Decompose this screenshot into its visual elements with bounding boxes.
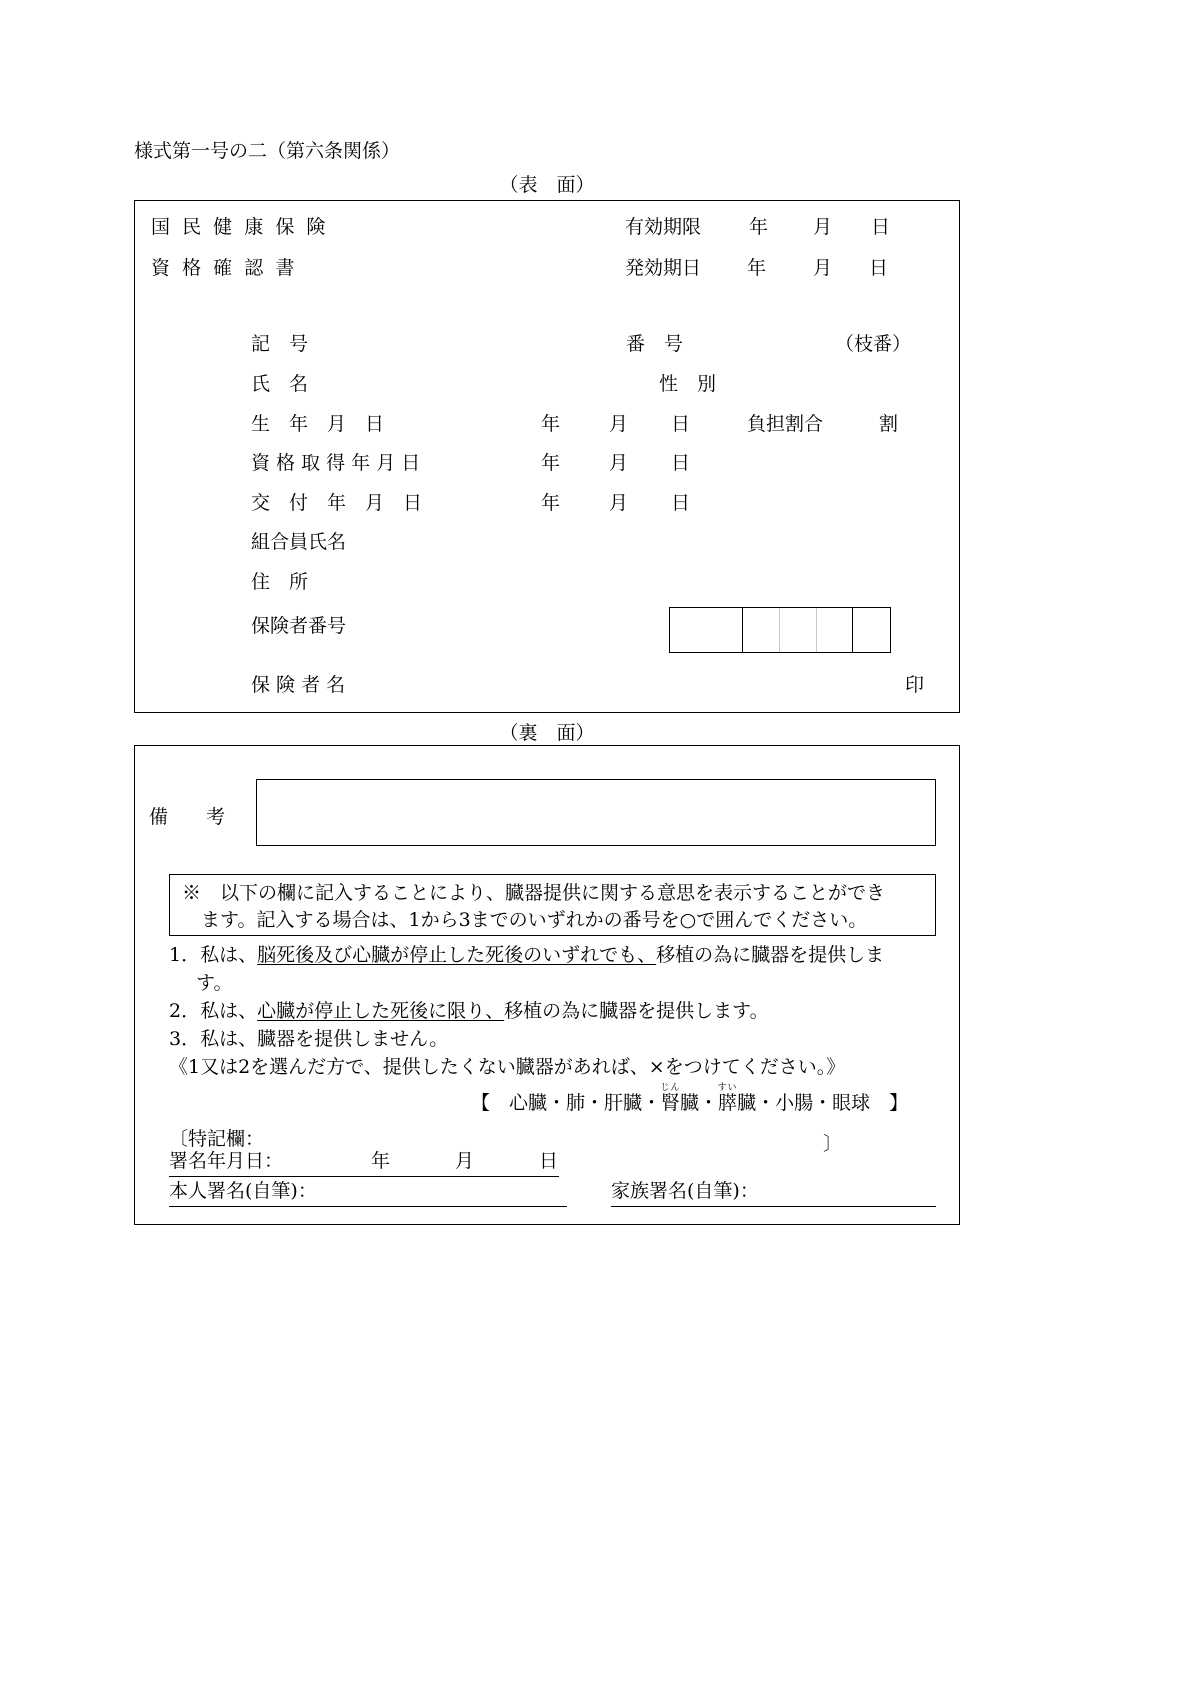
option-1-rest: 移植の為に臓器を提供しま xyxy=(656,944,885,966)
name-label: 氏 名 xyxy=(251,373,309,395)
option-1-prefix: 1．私は、 xyxy=(169,944,258,966)
month-label: 月 xyxy=(455,1150,475,1172)
issue-date-label: 交 付 年 月 日 xyxy=(251,492,423,514)
year-label: 年 xyxy=(541,413,561,435)
organ-pancreas-furigana: すい xyxy=(717,1083,738,1093)
day-label: 日 xyxy=(671,452,691,474)
special-note-field-close: 〕 xyxy=(823,1133,843,1155)
insurance-title: 国 民 健 康 保 険 xyxy=(151,216,326,238)
back-caption: （裏 面） xyxy=(499,722,595,744)
burden-ratio-label: 負担割合 xyxy=(747,413,824,435)
option-3-line: 3．私は、臓器を提供しません。 xyxy=(169,1028,449,1050)
front-caption: （表 面） xyxy=(499,174,595,196)
insurer-number-label: 保険者番号 xyxy=(251,615,347,637)
year-label: 年 xyxy=(541,452,561,474)
month-label: 月 xyxy=(609,452,629,474)
remarks-box xyxy=(256,779,936,846)
birthdate-label: 生 年 月 日 xyxy=(251,413,385,435)
signature-date-row xyxy=(169,1150,559,1177)
organ-list-part2: 臓・ xyxy=(680,1092,719,1114)
sex-label: 性 別 xyxy=(659,373,717,395)
month-label: 月 xyxy=(609,413,629,435)
self-signature-row xyxy=(169,1180,567,1207)
signature-date-label: 署名年月日： xyxy=(169,1150,284,1172)
insurer-number-box xyxy=(669,607,891,653)
insurer-number-divider xyxy=(742,608,743,652)
option-1-underlined: 脳死後及び心臓が停止した死後のいずれでも、 xyxy=(257,944,657,966)
organ-pancreas xyxy=(717,1083,738,1114)
organ-kidney-furigana: じん xyxy=(660,1083,681,1093)
remarks-label: 備 考 xyxy=(149,806,226,828)
organ-list-part3: 臓・小腸・眼球 】 xyxy=(737,1092,909,1114)
insurer-number-divider xyxy=(852,608,853,652)
organ-pancreas-kanji: 膵 xyxy=(717,1092,738,1114)
note-line1: ※ 以下の欄に記入することにより、臓器提供に関する意思を表示することができ xyxy=(182,882,886,904)
valid-until-label: 有効期限 xyxy=(625,216,702,238)
note-line2: ます。記入する場合は、1から3までのいずれかの番号を○で囲んでください。 xyxy=(201,909,868,931)
day-label: 日 xyxy=(671,413,691,435)
organ-list xyxy=(471,1083,908,1115)
month-label: 月 xyxy=(813,257,833,279)
month-label: 月 xyxy=(609,492,629,514)
form-number-label: 様式第一号の二（第六条関係） xyxy=(134,140,401,162)
number-label: 番 号 xyxy=(626,333,684,355)
insurer-name-label: 保 険 者 名 xyxy=(251,674,346,696)
organ-donation-note-box xyxy=(169,874,936,936)
effective-date-label: 発効期日 xyxy=(625,257,702,279)
burden-unit-label: 割 xyxy=(879,413,899,435)
year-label: 年 xyxy=(371,1150,391,1172)
day-label: 日 xyxy=(871,216,891,238)
front-side-box xyxy=(134,200,960,713)
option-2-underlined: 心臓が停止した死後に限り、 xyxy=(257,1000,505,1022)
insurer-number-divider-faint xyxy=(779,608,780,652)
family-signature-row xyxy=(611,1180,936,1207)
day-label: 日 xyxy=(869,257,889,279)
self-signature-label: 本人署名(自筆)： xyxy=(169,1180,317,1202)
year-label: 年 xyxy=(541,492,561,514)
acquisition-date-label: 資 格 取 得 年 月 日 xyxy=(251,452,421,474)
member-name-label: 組合員氏名 xyxy=(251,531,347,553)
option-2-line xyxy=(169,1000,769,1023)
seal-label: 印 xyxy=(905,674,925,696)
organ-list-part1: 【 心臓・肺・肝臓・ xyxy=(471,1092,662,1114)
organ-kidney-kanji: 腎 xyxy=(660,1092,681,1114)
special-note-field-open: 〔特記欄： xyxy=(169,1128,265,1150)
organ-kidney xyxy=(660,1083,681,1114)
year-label: 年 xyxy=(747,257,767,279)
option-1-line2: す。 xyxy=(196,972,233,994)
family-signature-label: 家族署名(自筆)： xyxy=(611,1180,759,1202)
insurer-number-divider-faint xyxy=(816,608,817,652)
address-label: 住 所 xyxy=(251,571,309,593)
year-label: 年 xyxy=(749,216,769,238)
option-2-rest: 移植の為に臓器を提供します。 xyxy=(504,1000,769,1022)
day-label: 日 xyxy=(539,1150,559,1172)
branch-number-label: （枝番） xyxy=(835,333,912,355)
option-1-line1 xyxy=(169,944,884,967)
option-2-prefix: 2．私は、 xyxy=(169,1000,258,1022)
month-label: 月 xyxy=(813,216,833,238)
back-side-box xyxy=(134,745,960,1225)
organ-exclusion-note: 《1又は2を選んだ方で、提供したくない臓器があれば、×をつけてください。》 xyxy=(169,1056,846,1078)
certificate-title: 資 格 確 認 書 xyxy=(151,257,295,279)
symbol-label: 記 号 xyxy=(251,333,309,355)
day-label: 日 xyxy=(671,492,691,514)
